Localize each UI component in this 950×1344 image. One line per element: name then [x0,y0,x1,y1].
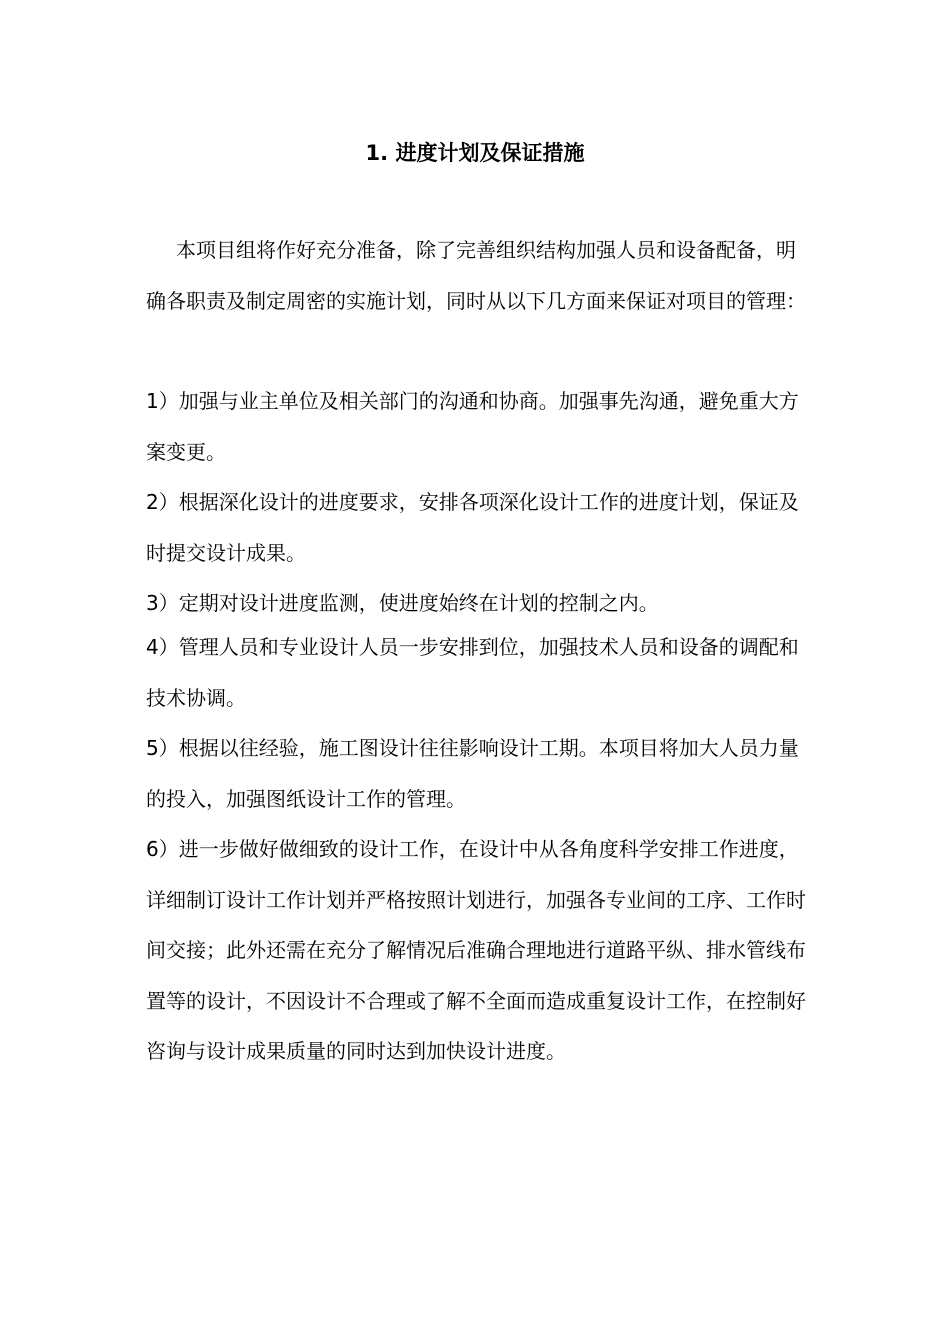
list-item-1: 1）加强与业主单位及相关部门的沟通和协商。加强事先沟通，避免重大方案变更。 [146,389,799,464]
list-item-4: 4）管理人员和专业设计人员一步安排到位，加强技术人员和设备的调配和技术协调。 [146,635,799,710]
list-item-3: 3）定期对设计进度监测，使进度始终在计划的控制之内。 [146,591,659,615]
list-item-2: 2）根据深化设计的进度要求，安排各项深化设计工作的进度计划，保证及时提交设计成果。 [146,490,799,565]
list-item-6: 6）进一步做好做细致的设计工作，在设计中从各角度科学安排工作进度，详细制订设计工作计划并严格按照计划进行，加强各专业间的工序、工作时间交接；此外还需在充分了解情况后准确合理地进行道路平纵、排水管线布置等的设计，不因设计不合理或了解不全面而造成重复设计工作，在控制好咨询与设计成果质量的同时达到加快设计进度。 [146,837,806,1063]
list-item-5: 5）根据以往经验，施工图设计往往影响设计工期。本项目将加大人员力量的投入，加强图纸设计工作的管理。 [146,736,799,811]
intro-paragraph: 本项目组将作好充分准备，除了完善组织结构加强人员和设备配备，明确各职责及制定周密的实施计划，同时从以下几方面来保证对项目的管理： [146,238,806,313]
section-title: 1. 进度计划及保证措施 [365,141,585,165]
